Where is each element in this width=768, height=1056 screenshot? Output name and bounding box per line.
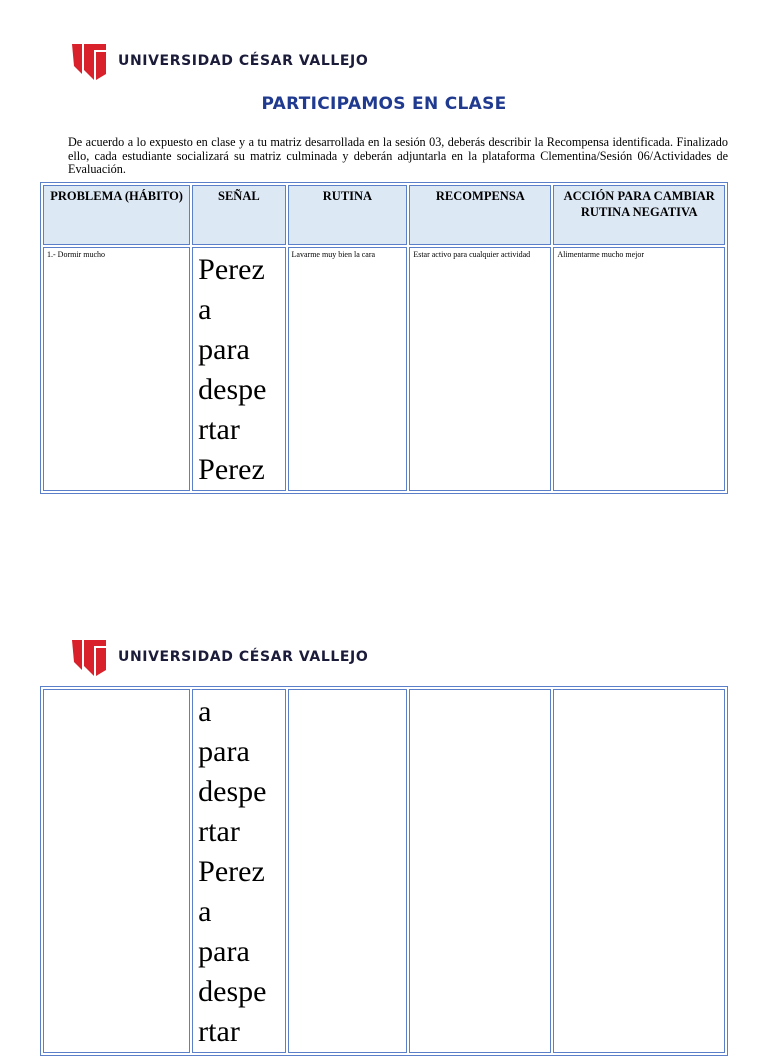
cell-senal-cont <box>192 689 285 1053</box>
page-title: PARTICIPAMOS EN CLASE <box>261 94 507 114</box>
cell-rutina: Lavarme muy bien la cara <box>288 247 408 491</box>
senal-line: Perez <box>198 453 265 486</box>
senal-line: rtar <box>198 1015 240 1048</box>
senal-line: a <box>198 293 212 326</box>
senal-line: despe <box>198 975 267 1008</box>
senal-line: rtar <box>198 413 240 446</box>
cell-rutina-cont <box>288 689 408 1053</box>
habit-matrix-table-continued <box>40 686 728 1056</box>
senal-line: para <box>198 735 250 768</box>
senal-line: despe <box>198 373 267 406</box>
cell-senal <box>192 247 285 491</box>
header-recompensa: RECOMPENSA <box>409 185 551 245</box>
university-logo-page2 <box>70 636 368 678</box>
senal-line: rtar <box>198 815 240 848</box>
senal-line: a <box>198 895 212 928</box>
header-problema: PROBLEMA (HÁBITO) <box>43 185 190 245</box>
senal-line: Perez <box>198 855 265 888</box>
header-senal: SEÑAL <box>192 185 285 245</box>
intro-paragraph: De acuerdo a lo expuesto en clase y a tu matriz desarrollada en la sesión 03, deberás describir la Recompensa identificada. Finalizado ello, cada estudiante socializará su matriz culminada y deberán adjuntarla en la plataforma Clementina/Sesión 06/Actividades de Evaluación. <box>68 135 728 177</box>
senal-line: a <box>198 695 212 728</box>
senal-line: despe <box>198 775 267 808</box>
shield-icon <box>70 636 108 678</box>
header-accion: ACCIÓN PARA CAMBIAR RUTINA NEGATIVA <box>553 185 725 245</box>
cell-accion: Alimentarme mucho mejor <box>553 247 725 491</box>
habit-matrix-table <box>40 182 728 494</box>
university-name: UNIVERSIDAD CÉSAR VALLEJO <box>118 649 369 665</box>
cell-accion-cont <box>553 689 725 1053</box>
senal-line: Perez <box>198 253 265 286</box>
header-rutina: RUTINA <box>288 185 408 245</box>
university-logo <box>70 40 368 82</box>
senal-line: para <box>198 333 250 366</box>
university-name: UNIVERSIDAD CÉSAR VALLEJO <box>118 53 369 69</box>
senal-line: para <box>198 935 250 968</box>
shield-icon <box>70 40 108 82</box>
cell-recompensa: Estar activo para cualquier actividad <box>409 247 551 491</box>
cell-problema-cont <box>43 689 190 1053</box>
cell-recompensa-cont <box>409 689 551 1053</box>
cell-problema: 1.- Dormir mucho <box>43 247 190 491</box>
